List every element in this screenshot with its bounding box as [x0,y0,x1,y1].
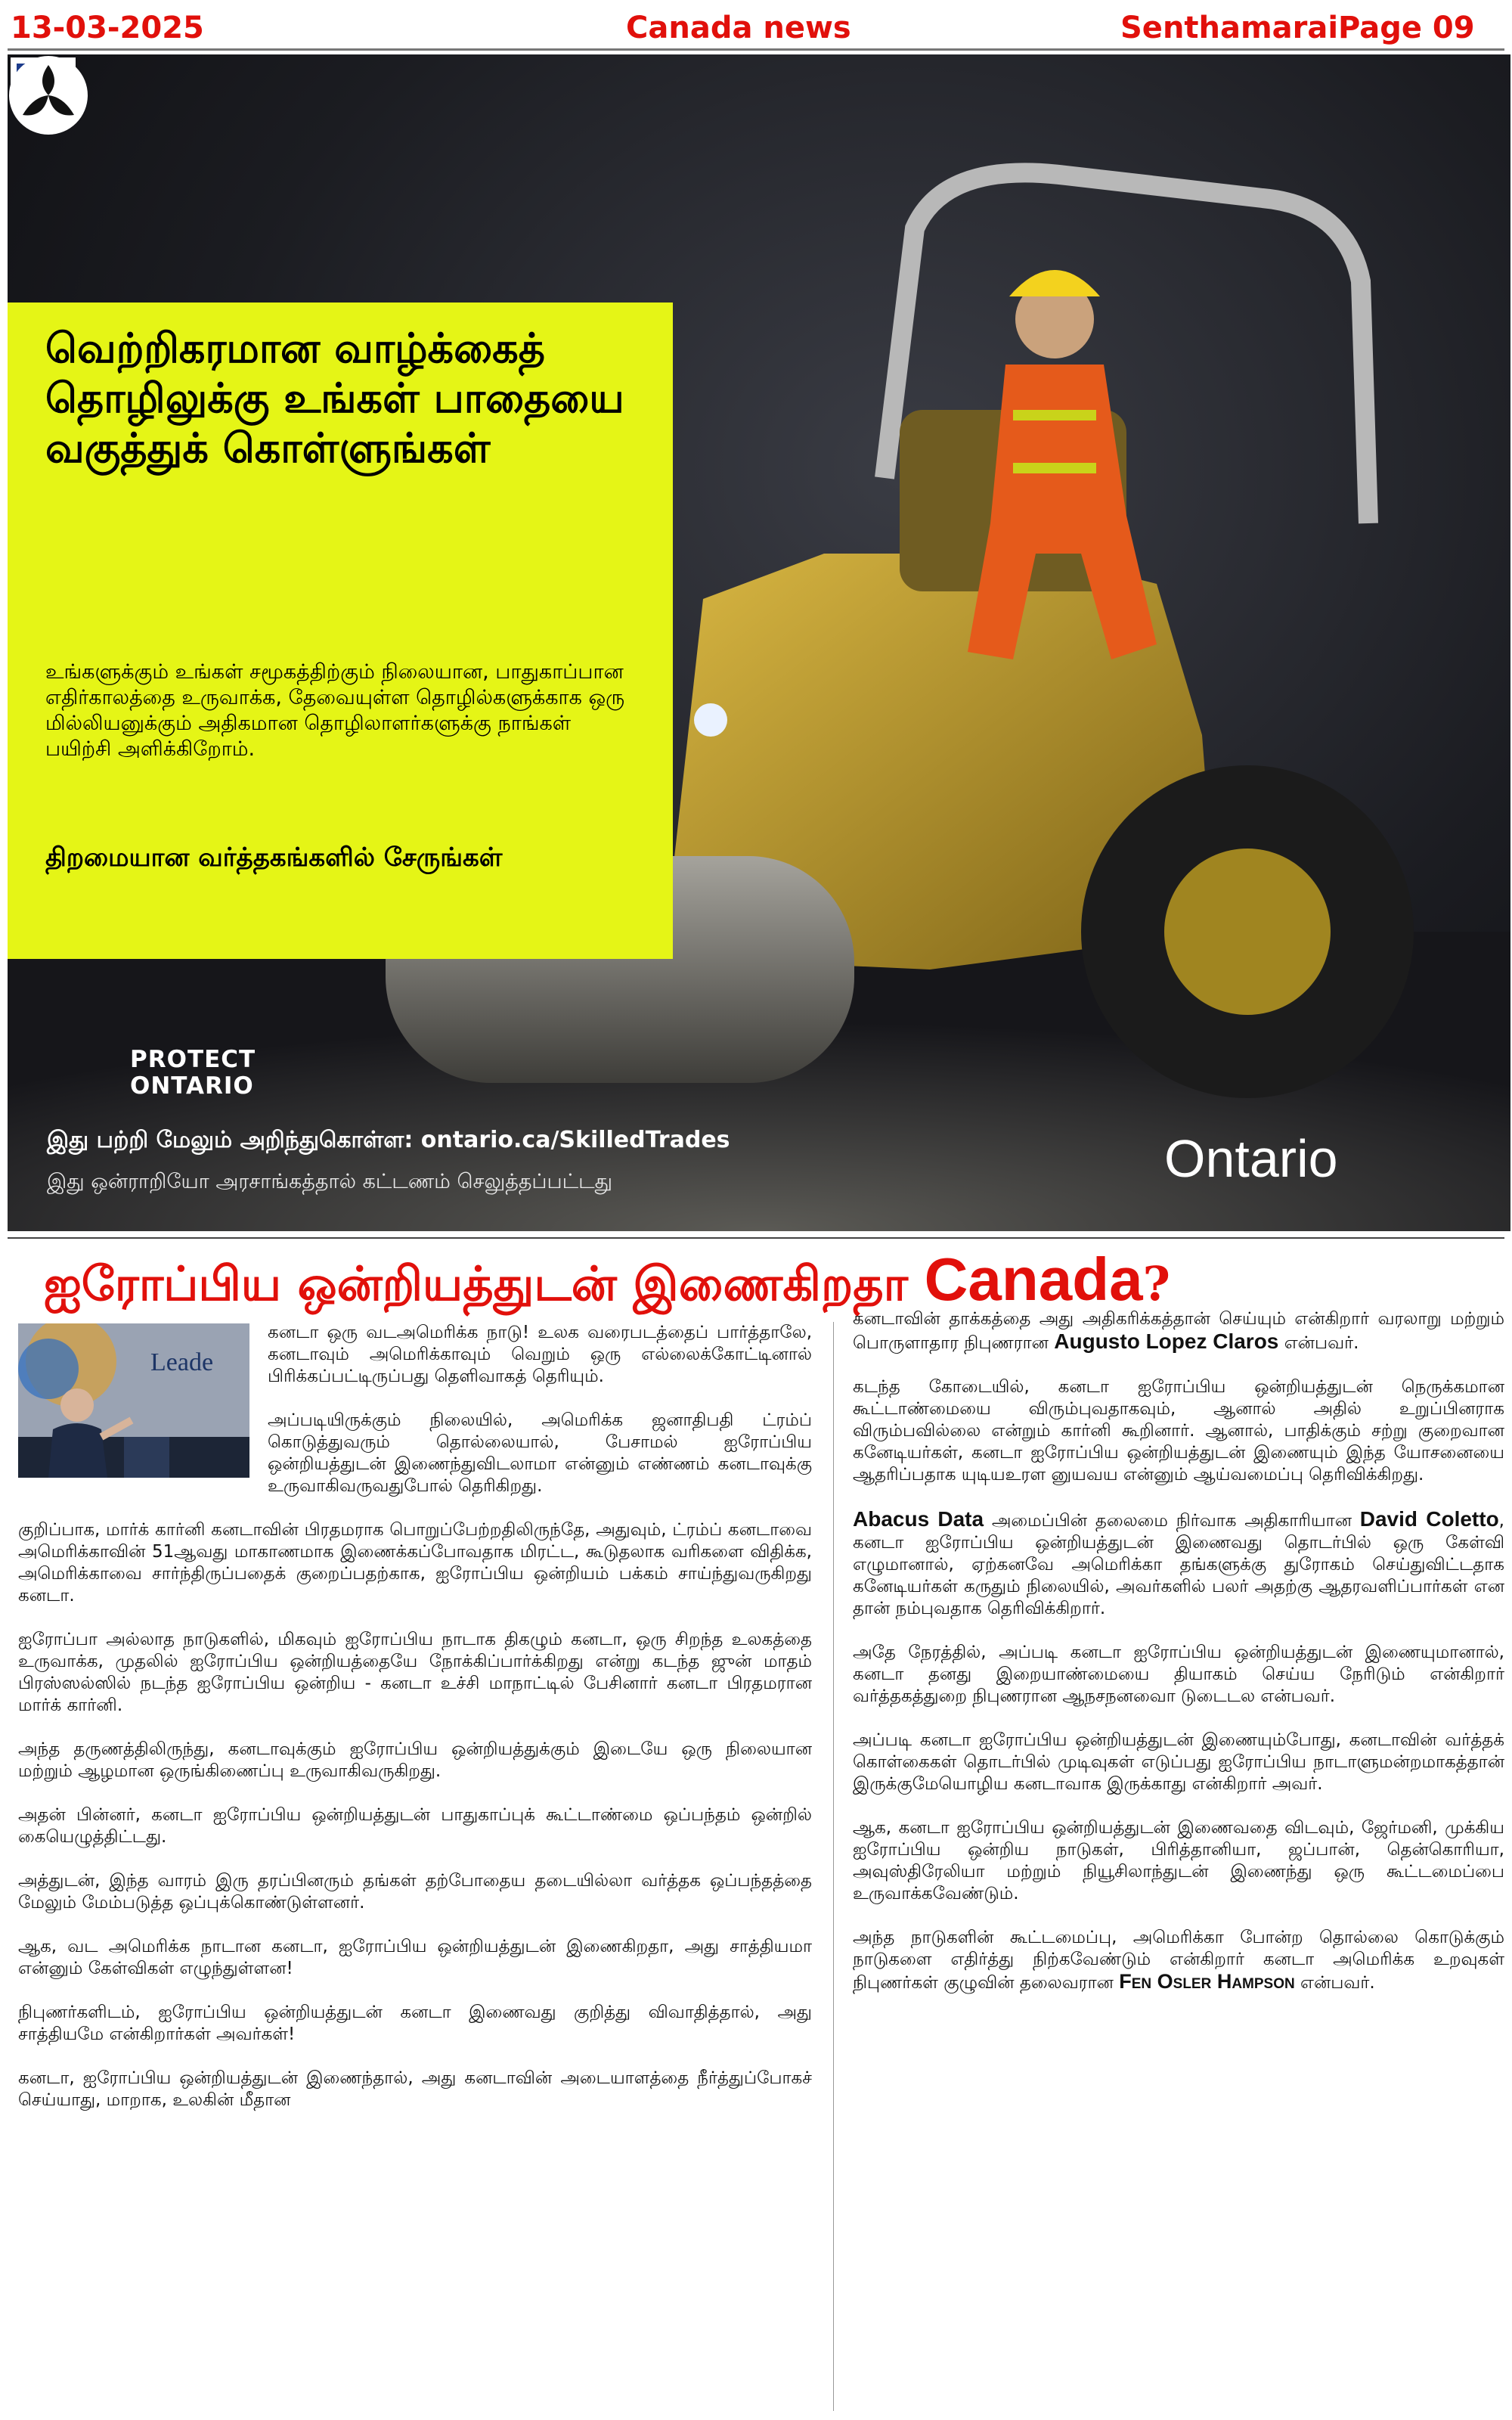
col2-p1-text: கனடாவின் தாக்கத்தை அது அதிகரிக்கத்தான் செய்யும் என்கிறார் வரலாறு மற்றும் பொருளாதார நிபுணரான [853,1309,1504,1353]
col1-paragraph-3: குறிப்பாக, மார்க் கார்னி கனடாவின் பிரதமராக பொறுப்பேற்றதிலிருந்தே, அதுவும், ட்ரம்ப் கனடாவை அமெரிக்காவின் 51ஆவது மாகாணமாக இணைக்கப்போவதாக மிரட்ட, கூடுதலாக வரிகளை விதிக்க, அமெரிக்காவை சார்ந்திருப்பதைக் குறைப்பதற்காக, ஐரோப்பிய ஒன்றியம் பக்கம் சாய்ந்துவருகிறது கனடா. [18,1520,812,1606]
col2-paragraph-2: கடந்த கோடையில், கனடா ஐரோப்பிய ஒன்றியத்துடன் நெருக்கமான கூட்டாண்மையை விரும்புவதாகவும், ஆனால் அதில் உறுப்பினராக விரும்பவில்லை என்றும் கார்னி கூறினார். ஆனால், பாதிக்கும் சற்று குறைவான கனேடியர்கள், கனடா ஐரோப்பிய ஒன்றியத்துடன் இணையும் இந்த யோசனையை ஆதரிப்பதாக யுடியஉரள னுயவய என்னும் ஆய்வமைப்பு தெரிவிக்கிறது. [853,1377,1504,1485]
issue-date: 13-03-2025 [11,11,204,45]
page-header [0,0,1512,50]
col1-paragraph-1: கனடா ஒரு வடஅமெரிக்க நாடு! உலக வரைபடத்தைப் பார்த்தாலே, கனடாவும் அமெரிக்காவும் வெறும் ஒரு எல்லைக்கோட்டினால் பிரிக்கப்பட்டிருப்பது தெளிவாகத் தெரியும். [268,1323,812,1386]
ad-paid-by-note: இது ஒன்ராறியோ அரசாங்கத்தால் கட்டணம் செலுத்தப்பட்டது [47,1170,613,1193]
article-headline [44,1242,1510,1317]
col2-p3-text-b: , கனடா ஐரோப்பிய ஒன்றியத்துடன் இணைவது தொடர்பில் ஒரு கேள்வி எழுமானால், ஏற்கனவே அமெரிக்கா தங்களுக்கு துரோகம் செய்துவிட்டதாக கனேடியர்கள் கருதும் நிலையில், அவர்களில் பலர் அதற்கு ஆதரவளிப்பார்கள் என தான் நம்புவதாக தெரிவிக்கிறார். [853,1511,1504,1618]
col2-paragraph-7 [853,1927,1504,1994]
col1-paragraph-4: ஐரோப்பா அல்லாத நாடுகளில், மிகவும் ஐரோப்பிய நாடாக திகழும் கனடா, ஒரு சிறந்த உலகத்தை உருவாக்க, முதலில் ஐரோப்பிய ஒன்றியத்தையே நோக்கிப்பார்க்கிறது என்று கடந்த ஜுன் மாதம் பிரஸ்ஸல்ஸில் நடந்த ஐரோப்பிய ஒன்றிய - கனடா உச்சி மாநாட்டில் பேசினார் கனடா பிரதமரான மார்க் கார்னி. [18,1630,812,1715]
section-name: Canada news [626,11,851,45]
col1-paragraph-5: அந்த தருணத்திலிருந்து, கனடாவுக்கும் ஐரோப்பிய ஒன்றியத்துக்கும் இடையே ஒரு நிலையான மற்றும் ஆழமான ஒருங்கிணைப்பு உருவாகிவருகிறது. [18,1739,812,1781]
logo-line-2: ONTARIO [130,1072,254,1100]
expert-name-hampson: Fen Osler Hampson [1119,1970,1295,1993]
col1-paragraph-2: அப்படியிருக்கும் நிலையில், அமெரிக்க ஜனாதிபதி ட்ரம்ப் கொடுத்துவரும் தொல்லையால், பேசாமல் ஐரோப்பிய ஒன்றியத்துடன் இணைந்துவிடலாமா என்னும் எண்ணம் கனடாவுக்கு உருவாகிவருவதுபோல் தெரிகிறது. [268,1410,812,1496]
headline-tamil: ஐரோப்பிய ஒன்றியத்துடன் இணைகிறதா [44,1256,925,1311]
ad-call-to-action: திறமையான வர்த்தகங்களில் சேருங்கள் [45,842,503,873]
ad-body-text: உங்களுக்கும் உங்கள் சமூகத்திற்கும் நிலையான, பாதுகாப்பான எதிர்காலத்தை உருவாக்க, தேவையுள்ள தொழில்களுக்காக ஒரு மில்லியனுக்கும் அதிகமான தொழிலாளர்களுக்கு நாங்கள் பயிற்சி அளிக்கிறோம். [45,660,625,761]
headline-question-mark: ? [1142,1256,1170,1311]
col1-paragraph-9: நிபுணர்களிடம், ஐரோப்பிய ஒன்றியத்துடன் கனடா இணைவது குறித்து விவாதித்தால், அது சாத்தியமே என்கிறார்கள் அவர்கள்! [18,2003,812,2044]
ad-article-divider [8,1237,1504,1239]
ontario-advertisement [8,54,1510,1231]
publication-name: Senthamarai [1120,11,1339,45]
ad-learn-more-link[interactable]: இது பற்றி மேலும் அறிந்துகொள்ள: ontario.ca/SkilledTrades [47,1127,730,1153]
org-name-abacus: Abacus Data [853,1507,984,1531]
col2-paragraph-5: அப்படி கனடா ஐரோப்பிய ஒன்றியத்துடன் இணையும்போது, கனடாவின் வர்த்தக் கொள்கைகள் தொடர்பில் முடிவுகள் எடுப்பது ஐரோப்பிய நாடாளுமன்றமாகத்தான் இருக்குமேயொழிய கனடாவாக இருக்காது என்கிறார் அவர். [853,1730,1504,1794]
photo-backdrop-text: Leade [150,1348,214,1376]
header-divider [8,48,1504,51]
col2-p7-end: என்பவர். [1294,1973,1375,1993]
expert-name-coletto: David Coletto [1359,1507,1499,1531]
col1-paragraph-10: கனடா, ஐரோப்பிய ஒன்றியத்துடன் இணைந்தால், அது கனடாவின் அடையாளத்தை நீர்த்துப்போகச் செய்யாது, மாறாக, உலகின் மீதான [18,2068,812,2110]
headline-latin: Canada [924,1246,1143,1313]
col2-paragraph-1 [853,1308,1504,1354]
article-column-2 [853,1308,1504,2016]
column-divider [833,1322,834,2411]
article-column-1 [18,1322,812,2133]
col2-paragraph-3 [853,1508,1504,1620]
article-photo [18,1323,249,1478]
ontario-brand-wordmark: Ontario [1164,1129,1338,1188]
ad-headline: வெற்றிகரமான வாழ்க்கைத் தொழிலுக்கு உங்கள் பாதையை வகுத்துக் கொள்ளுங்கள் [45,324,624,472]
ontario-trillium-icon [8,54,89,136]
protect-ontario-wordmark [130,1047,327,1100]
col2-p1-end: என்பவர். [1278,1333,1359,1353]
col1-paragraph-7: அத்துடன், இந்த வாரம் இரு தரப்பினரும் தங்கள் தற்போதைய தடையில்லா வர்த்தக ஒப்பந்தத்தை மேலும் மேம்படுத்த ஒப்புக்கொண்டுள்ளனர். [18,1871,812,1913]
col2-paragraph-4: அதே நேரத்தில், அப்படி கனடா ஐரோப்பிய ஒன்றியத்துடன் இணையுமானால், கனடா தனது இறையாண்மையை தியாகம் செய்ய நேரிடும் என்கிறார் வர்த்தகத்துறை நிபுணரான ஆநசநனவைா டுடைடல என்பவர். [853,1643,1504,1706]
page-number: Page 09 [1338,11,1475,45]
col2-p3-text-a: அமைப்பின் தலைமை நிர்வாக அதிகாரியான [984,1511,1360,1531]
col1-paragraph-6: அதன் பின்னர், கனடா ஐரோப்பிய ஒன்றியத்துடன் பாதுகாப்புக் கூட்டாண்மை ஒப்பந்தம் ஒன்றில் கையெழுத்திட்டது. [18,1805,812,1847]
col2-paragraph-6: ஆக, கனடா ஐரோப்பிய ஒன்றியத்துடன் இணைவதை விடவும், ஜேர்மனி, முக்கிய ஐரோப்பிய ஒன்றிய நாடுகள், பிரித்தானியா, ஜப்பான், தென்கொரியா, அவுஸ்திரேலியா மற்றும் நியூசிலாந்துடன் இணைந்து ஒரு கூட்டமைப்பை உருவாக்கவேண்டும். [853,1818,1504,1903]
expert-name-claros: Augusto Lopez Claros [1054,1329,1279,1353]
col2-p7-text: அந்த நாடுகளின் கூட்டமைப்பு, அமெரிக்கா போன்ற தொல்லை கொடுக்கும் நாடுகளை எதிர்த்து நிற்கவேண்டும் என்கிறார் கனடா அமெரிக்க உறவுகள் நிபுணர்கள் குழுவின் தலைவரான [853,1928,1504,1993]
col1-paragraph-8: ஆக, வட அமெரிக்க நாடான கனடா, ஐரோப்பிய ஒன்றியத்துடன் இணைகிறதா, அது சாத்தியமா என்னும் கேள்விகள் எழுந்துள்ளன! [18,1937,812,1978]
logo-line-1: PROTECT [130,1046,256,1073]
